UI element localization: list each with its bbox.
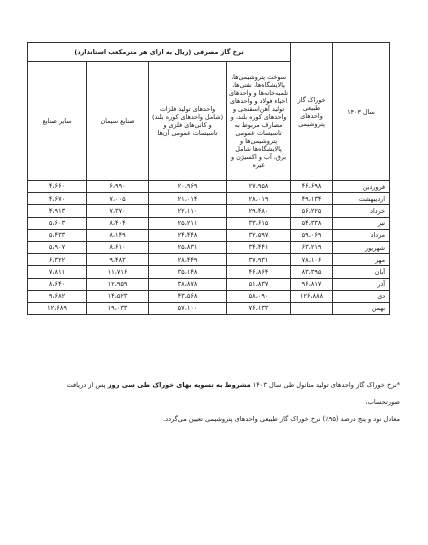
fuel-rate-cell: ۲۷،۹۵۸ (227, 181, 291, 193)
fuel-rate-cell: ۳۴،۴۴۱ (227, 241, 291, 253)
table-row (28, 241, 390, 253)
cement-rate-cell: ۱۱،۷۱۶ (87, 266, 149, 278)
metals-rate-cell: ۲۸،۴۴۹ (149, 254, 227, 266)
cement-rate-cell: ۹،۴۸۳ (87, 254, 149, 266)
feed-rate-cell: ۴۶،۶۹۸ (291, 181, 333, 193)
gas-rate-table (27, 42, 390, 315)
month-cell: مرداد (333, 229, 390, 241)
metals-rate-cell: ۴۳،۵۶۸ (149, 290, 227, 302)
month-cell: بهمن (333, 302, 390, 314)
table-header-row-top (28, 43, 390, 62)
year-header: سال ۱۴۰۳ (333, 43, 390, 181)
footnote-bold: مشروط به تسویه بهای خوراک طی سی روز (107, 381, 251, 389)
other-rate-cell: ۸،۶۴۰ (28, 278, 87, 290)
other-industries-header: سایر صنایع (28, 62, 87, 181)
fuel-rate-cell: ۲۹،۴۸۰ (227, 205, 291, 217)
cement-rate-cell: ۷،۳۷۰ (87, 205, 149, 217)
table-row (28, 181, 390, 193)
month-cell: فروردین (333, 181, 390, 193)
month-cell: دی (333, 290, 390, 302)
table-body (28, 181, 390, 315)
feed-rate-cell: ۴۹،۱۳۴ (291, 193, 333, 205)
feed-rate-cell: ۱۲۶،۸۸۸ (291, 290, 333, 302)
feed-rate-cell: ۸۳،۳۹۵ (291, 266, 333, 278)
other-rate-cell: ۴،۹۱۳ (28, 205, 87, 217)
metals-rate-cell: ۲۱،۰۱۴ (149, 193, 227, 205)
other-rate-cell: ۵،۹۰۷ (28, 241, 87, 253)
fuel-rate-cell: ۵۸،۰۹۰ (227, 290, 291, 302)
cement-rate-cell: ۱۹،۰۳۳ (87, 302, 149, 314)
fuel-rate-cell: ۳۲،۵۹۷ (227, 229, 291, 241)
other-rate-cell: ۱۲،۶۸۹ (28, 302, 87, 314)
other-rate-cell: ۵،۴۳۳ (28, 229, 87, 241)
cement-rate-cell: ۱۲،۹۵۹ (87, 278, 149, 290)
feed-rate-cell: ۶۳،۲۱۹ (291, 241, 333, 253)
table-row (28, 302, 390, 314)
table-row (28, 229, 390, 241)
metals-rate-cell: ۳۸،۸۷۸ (149, 278, 227, 290)
table-row (28, 278, 390, 290)
fuel-rate-cell: ۷۶،۱۳۳ (227, 302, 291, 314)
fuel-rate-cell: ۴۶،۸۶۴ (227, 266, 291, 278)
fuel-rate-cell: ۳۷،۹۳۱ (227, 254, 291, 266)
feed-rate-cell: ۹۶،۸۱۷ (291, 278, 333, 290)
other-rate-cell: ۶،۳۲۲ (28, 254, 87, 266)
other-rate-cell: ۵،۶۰۳ (28, 217, 87, 229)
consumed-gas-rate-header: نرخ گاز مصرفی (ریال به ازای هر مترمکعب استاندارد) (28, 43, 291, 62)
table-row (28, 290, 390, 302)
month-cell: شهریور (333, 241, 390, 253)
other-rate-cell: ۹،۶۸۲ (28, 290, 87, 302)
fuel-rate-cell: ۳۳،۶۱۵ (227, 217, 291, 229)
month-cell: اردیبهشت (333, 193, 390, 205)
fuel-rate-cell: ۲۸،۰۱۹ (227, 193, 291, 205)
metals-rate-cell: ۲۵،۲۱۱ (149, 217, 227, 229)
cement-rate-cell: ۸،۱۴۹ (87, 229, 149, 241)
metals-rate-cell: ۲۲،۱۱۰ (149, 205, 227, 217)
other-rate-cell: ۷،۸۱۱ (28, 266, 87, 278)
cement-rate-cell: ۸،۴۰۴ (87, 217, 149, 229)
metals-rate-cell: ۲۵،۸۳۱ (149, 241, 227, 253)
metals-header: واحدهای تولید فلزات (شامل واحدهای کوره بلند) و کانی‌های فلزی و تاسیسات عمومی آن‌ها (149, 62, 227, 181)
other-rate-cell: ۴،۶۶۰ (28, 181, 87, 193)
month-cell: آبان (333, 266, 390, 278)
feed-rate-cell: ۵۹،۰۶۹ (291, 229, 333, 241)
table-row (28, 266, 390, 278)
metals-rate-cell: ۵۷،۱۰۰ (149, 302, 227, 314)
feed-rate-cell: ۵۶،۲۲۵ (291, 205, 333, 217)
metals-rate-cell: ۲۰،۹۶۹ (149, 181, 227, 193)
footnote-prefix: *نرخ خوراک گاز واحدهای تولید متانول طی سال ۱۴۰۳ (252, 381, 400, 389)
petrochem-feed-header: خوراک گاز طبیعی واحدهای پتروشیمی (291, 43, 333, 181)
cement-rate-cell: ۷،۰۰۵ (87, 193, 149, 205)
fuel-rate-cell: ۵۱،۸۳۷ (227, 278, 291, 290)
table-row (28, 254, 390, 266)
feed-rate-cell: ۷۸،۱۰۶ (291, 254, 333, 266)
feed-rate-cell: ۵۴،۳۳۸ (291, 217, 333, 229)
metals-rate-cell: ۲۴،۴۴۸ (149, 229, 227, 241)
month-cell: خرداد (333, 205, 390, 217)
cement-rate-cell: ۸،۶۱۰ (87, 241, 149, 253)
footnote-suffix: پس از دریافت صورتحساب، (66, 381, 400, 406)
petrochem-fuel-header: سوخت پتروشیمی‌ها، پالایشگاه‌ها، نفتی‌ها، تلمبه‌خانه‌ها و واحدهای احیاء فولاد و واحدهای تولید آهن‌اسفنجی و واحدهای کوره بلند، و مصارف مربوط به تاسیسات عمومی پتروشیمی‌ها و پالایشگاه‌ها شامل برق، آب و اکسیژن و غیره (227, 62, 291, 181)
cement-rate-cell: ۱۴،۵۲۳ (87, 290, 149, 302)
table-row (28, 193, 390, 205)
cement-rate-cell: ۶،۹۹۰ (87, 181, 149, 193)
feed-rate-cell (291, 302, 333, 314)
table-row (28, 205, 390, 217)
month-cell: آذر (333, 278, 390, 290)
footnote-line-2: معادل نود و پنج درصد (۹۵٪) نرخ خوراک گاز طبیعی واحدهای پتروشیمی تعیین می‌گردد. (163, 415, 400, 423)
footnote (30, 377, 400, 428)
table-row (28, 217, 390, 229)
footnote-line-1 (30, 377, 400, 411)
month-cell: تیر (333, 217, 390, 229)
other-rate-cell: ۴،۶۷۰ (28, 193, 87, 205)
cement-header: صنایع سیمان (87, 62, 149, 181)
month-cell: مهر (333, 254, 390, 266)
metals-rate-cell: ۳۵،۱۴۸ (149, 266, 227, 278)
